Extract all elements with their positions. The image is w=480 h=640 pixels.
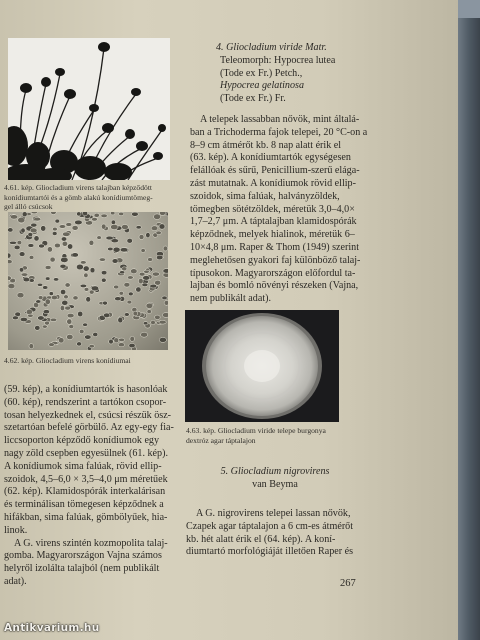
conidium xyxy=(45,266,51,270)
conidium xyxy=(34,236,39,241)
conidium xyxy=(28,244,34,248)
conidium xyxy=(62,300,68,305)
conidium xyxy=(120,271,125,274)
conidium xyxy=(65,306,71,310)
text-line: A telepek lassabban nővök, mint általá- xyxy=(200,114,360,125)
text-line: meglehetősen gyakori faj különböző talaj- xyxy=(190,254,361,266)
conidium xyxy=(19,268,23,273)
conidium xyxy=(72,253,79,257)
conidium xyxy=(53,227,58,231)
conidium xyxy=(159,320,166,324)
conidium xyxy=(61,237,66,241)
caption-line: 4.61. kép. Gliocladium virens talajban képződött xyxy=(4,183,153,192)
conidium xyxy=(72,226,78,231)
conidium xyxy=(141,249,145,253)
conidium xyxy=(59,225,66,229)
conidium xyxy=(67,313,74,317)
conidium xyxy=(119,338,125,341)
conidium xyxy=(8,260,12,264)
conidium xyxy=(51,212,57,215)
heading-line: van Beyma xyxy=(252,478,298,490)
conidium xyxy=(80,261,86,264)
conidium xyxy=(65,283,70,287)
text-line: tömegben sötétzöldek, méretük 3,0–4,0× xyxy=(190,203,355,215)
conidium xyxy=(29,255,34,259)
conidium xyxy=(156,231,161,235)
conidium xyxy=(138,278,143,283)
conidium xyxy=(35,326,40,331)
conidium xyxy=(127,276,133,279)
conidium xyxy=(17,293,24,298)
conidium xyxy=(89,290,94,294)
conidium xyxy=(37,283,42,286)
caption-line: konídiumtartói és a gömb alakú konídiumtömeg- xyxy=(4,192,153,202)
conidium xyxy=(84,288,89,292)
conidium xyxy=(8,228,13,232)
conidium xyxy=(34,217,41,221)
conidium xyxy=(111,224,119,229)
conidium xyxy=(26,309,32,315)
conidium xyxy=(47,247,52,252)
conidium xyxy=(47,296,52,299)
text-line: lajban és bomló növényi részeken (Vajna, xyxy=(190,280,359,292)
conidium xyxy=(86,297,91,302)
conidium xyxy=(163,269,168,274)
conidium xyxy=(89,240,94,245)
conidium xyxy=(118,317,123,323)
conidium xyxy=(113,247,120,252)
conidium xyxy=(151,320,156,324)
text-line: (59. kép), a konídiumtartók is hasonlóak xyxy=(4,384,168,395)
text-line: gomba. Magyarországon Vajna számos xyxy=(4,550,162,562)
conidium xyxy=(146,233,150,238)
conidium xyxy=(148,258,153,262)
conidium xyxy=(43,286,48,290)
conidium xyxy=(9,241,16,244)
conidium xyxy=(77,342,82,346)
caption-line: 4.63. kép. Gliocladium viride telepe burgonya xyxy=(186,426,326,435)
conidium xyxy=(20,317,27,321)
conidium xyxy=(42,325,47,328)
conidium xyxy=(12,316,18,320)
text-line: (62. kép). Klamidospórák interkalárisan xyxy=(4,486,166,498)
text-line: szetartóan befelé görbülő. Az egy-egy fia- xyxy=(4,422,174,434)
conidium xyxy=(77,212,81,216)
conidium xyxy=(83,266,89,271)
conidium xyxy=(119,291,124,295)
conidium xyxy=(94,213,99,217)
conidium xyxy=(50,257,55,262)
heading-line: Teleomorph: Hypocrea lutea xyxy=(220,54,336,66)
book-spine xyxy=(458,0,480,640)
conidium xyxy=(122,225,129,230)
text-line: és terminálisan tömegesen képződnek a xyxy=(4,499,164,511)
petri-dish-photo xyxy=(185,310,339,422)
text-line: liccsoporton képződő konídiumok egy xyxy=(4,435,160,447)
conidium xyxy=(67,319,72,324)
conidium xyxy=(130,336,135,341)
conidium xyxy=(58,338,64,343)
conidium xyxy=(159,224,165,229)
conidium xyxy=(156,255,163,260)
text-line: nagy zöld csepben egyesülnek (61. kép). xyxy=(4,447,168,459)
conidium xyxy=(131,269,138,274)
text-line: linok. xyxy=(4,524,28,536)
text-line: ban a Trichoderma fajok telepei, 20 °C-on a xyxy=(190,126,368,138)
figure-61-caption xyxy=(4,183,174,212)
caption-line: dextróz agar táptalajon xyxy=(186,435,256,445)
text-line: adat). xyxy=(4,575,27,587)
text-line: tosan helyezkednek el, csúcsi részük ösz- xyxy=(4,409,172,421)
conidium xyxy=(143,322,148,325)
conidium xyxy=(60,289,65,294)
conidium xyxy=(19,252,25,257)
conidium xyxy=(97,236,102,240)
conidium xyxy=(28,314,34,317)
conidium xyxy=(76,264,83,270)
conidium xyxy=(63,232,71,236)
conidium xyxy=(155,280,161,285)
conidium xyxy=(114,285,119,289)
text-line: 10×4,8 μm. Raper & Thom (1949) szerint xyxy=(190,241,360,253)
conidium xyxy=(49,343,55,347)
conidium xyxy=(162,313,168,318)
conidium xyxy=(127,300,132,304)
conidium xyxy=(89,345,94,348)
conidium xyxy=(18,217,25,223)
conidium xyxy=(162,296,167,300)
conidium xyxy=(93,332,98,336)
conidium xyxy=(75,220,83,225)
text-line: 8–9 cm átmérőt kb. 8 nap alatt érik el xyxy=(190,139,342,151)
conidium xyxy=(61,257,69,262)
conidium xyxy=(36,300,41,303)
conidium xyxy=(151,226,158,231)
conidium xyxy=(78,311,83,316)
text-line: szoidok, sima falúak, halványzöldek, xyxy=(190,190,340,202)
conidium xyxy=(31,212,37,214)
caption-line: 4.62. kép. Gliocladium virens konídiumai xyxy=(4,356,131,365)
conidium xyxy=(55,219,60,223)
heading-line: (Tode ex Fr.) Petch., xyxy=(220,67,303,79)
watermark-text: Antikvarium.hu xyxy=(4,622,100,634)
species-5-description xyxy=(186,508,364,559)
conidium xyxy=(45,299,50,305)
conidium xyxy=(159,337,166,342)
conidium xyxy=(141,332,148,337)
conidium xyxy=(14,245,20,249)
conidium xyxy=(111,239,119,243)
conidium xyxy=(45,321,50,325)
conidium xyxy=(29,344,34,349)
heading-line: (Tode ex Fr.) Fr. xyxy=(220,93,286,105)
conidium xyxy=(133,311,138,316)
text-line: helyről izolálta talajból (nem publikált xyxy=(4,563,160,575)
conidium xyxy=(21,273,28,276)
text-line: nem publikált adat). xyxy=(190,293,272,305)
conidium xyxy=(124,313,129,317)
conidium xyxy=(139,235,144,240)
conidium xyxy=(22,212,27,217)
conidium xyxy=(152,272,159,276)
conidium xyxy=(28,233,33,237)
species-4-description xyxy=(190,114,368,306)
conidium xyxy=(64,295,69,299)
conidium xyxy=(163,246,168,251)
conidium xyxy=(119,212,124,215)
heading-line: 4. Gliocladium viride Matr. xyxy=(216,42,327,53)
text-line: 1,7–2,7 μm. A táptalajban klamidospórák xyxy=(190,216,357,228)
conidium xyxy=(8,276,11,281)
conidium xyxy=(146,303,153,308)
conidium xyxy=(122,267,127,271)
conidium xyxy=(50,318,57,321)
conidium xyxy=(41,226,46,232)
text-line: szoidok, 4,5–6,0 × 3,5–4,0 μm méretűek xyxy=(4,473,168,485)
conidium xyxy=(90,268,95,273)
petri-dish-photo-image xyxy=(185,310,339,422)
spine-edge xyxy=(458,0,480,18)
page-number: 267 xyxy=(340,578,356,589)
conidium xyxy=(101,271,107,275)
conidium xyxy=(136,287,141,292)
conidium xyxy=(83,323,88,326)
text-line: (63. kép). A konídiumtartók egységesen xyxy=(190,152,351,164)
conidium xyxy=(92,218,98,222)
conidium xyxy=(69,325,74,329)
conidium xyxy=(23,277,30,281)
conidium xyxy=(124,283,130,288)
conidium xyxy=(60,305,64,310)
figure-62-caption xyxy=(4,356,174,366)
text-line: Czapek agar táptalajon a 6 cm-es átmérőt xyxy=(186,520,354,532)
conidium xyxy=(111,212,115,215)
conidium xyxy=(8,284,15,289)
conidium xyxy=(30,228,37,233)
conidium xyxy=(114,338,119,343)
conidium xyxy=(143,276,150,281)
figure-63-caption xyxy=(186,426,346,445)
conidium xyxy=(52,232,57,236)
conidiophore-photo-image xyxy=(8,38,170,180)
conidium xyxy=(108,247,114,250)
text-line: A G. virens szintén kozmopolita talaj- xyxy=(14,537,168,549)
conidia-photo-image xyxy=(8,212,168,350)
conidium xyxy=(45,277,50,280)
conidia-photo xyxy=(8,212,168,350)
conidium xyxy=(79,329,84,333)
conidium xyxy=(112,259,118,264)
conidium xyxy=(144,270,150,273)
caption-line: gel álló csúcsok xyxy=(4,202,53,211)
text-line: A konídiumok sima falúak, rövid ellip- xyxy=(4,460,162,472)
conidium xyxy=(66,223,72,227)
conidium xyxy=(84,273,88,278)
conidium xyxy=(104,313,110,318)
conidium xyxy=(132,212,139,216)
conidium xyxy=(164,301,168,306)
conidium xyxy=(115,297,122,301)
conidium xyxy=(80,284,87,287)
conidium xyxy=(120,248,128,252)
species-heading-4 xyxy=(216,42,406,106)
conidium xyxy=(67,244,72,249)
conidium xyxy=(53,278,58,281)
heading-line: 5. Gliocladium nigrovirens xyxy=(220,466,330,477)
conidiophore-photo xyxy=(8,38,170,180)
text-line: (60. kép), rendszerint a tartókon csopor- xyxy=(4,396,167,408)
conidium xyxy=(99,258,105,261)
conidium xyxy=(60,264,66,268)
text-line: kb. hét alatt érik el (64. kép). A koní- xyxy=(186,533,336,545)
conidium xyxy=(73,296,78,300)
text-line: képződnek, melyek hialinok, méretük 6– xyxy=(190,229,355,241)
text-line: A G. nigrovirens telepei lassan nővök, xyxy=(196,508,351,519)
conidium xyxy=(109,339,114,344)
conidium xyxy=(8,253,11,258)
conidium xyxy=(118,343,124,347)
conidium xyxy=(39,244,45,248)
left-body-text xyxy=(4,384,180,589)
conidium xyxy=(51,295,57,299)
conidium xyxy=(10,215,18,219)
conidium xyxy=(111,220,115,225)
conidium xyxy=(147,310,152,314)
conidium xyxy=(38,296,43,300)
species-heading-5 xyxy=(190,466,360,492)
conidium xyxy=(17,240,22,244)
conidium xyxy=(101,278,106,282)
conidium xyxy=(21,228,25,233)
conidium xyxy=(38,316,45,320)
text-line: típusokon. Magyarországon előfordul ta- xyxy=(190,267,356,279)
conidium xyxy=(101,224,106,229)
conidium xyxy=(85,335,92,339)
text-line: diumtartó morfológiáját illetően Raper és xyxy=(186,546,354,558)
conidium xyxy=(54,243,60,248)
conidium xyxy=(154,214,161,220)
conidium xyxy=(43,310,49,314)
conidium xyxy=(49,292,53,296)
text-line: felállóak és sűrű, Penicillium-szerű elága- xyxy=(190,165,360,177)
conidium xyxy=(103,301,108,305)
conidium xyxy=(83,212,88,216)
text-line: hifákban, sima falúak, gömbölyűek, hia- xyxy=(4,511,168,523)
conidium xyxy=(136,226,141,229)
conidium xyxy=(67,334,74,339)
conidium xyxy=(160,212,166,215)
text-line: zást mutatnak. A konídiumok rövid ellip- xyxy=(190,177,356,189)
conidium xyxy=(101,214,107,218)
conidium xyxy=(62,241,67,246)
conidium xyxy=(127,238,133,243)
conidium xyxy=(142,283,148,287)
conidium xyxy=(155,315,161,319)
conidium xyxy=(128,292,133,296)
conidium xyxy=(129,343,135,347)
heading-line: Hypocrea gelatinosa xyxy=(220,80,305,92)
